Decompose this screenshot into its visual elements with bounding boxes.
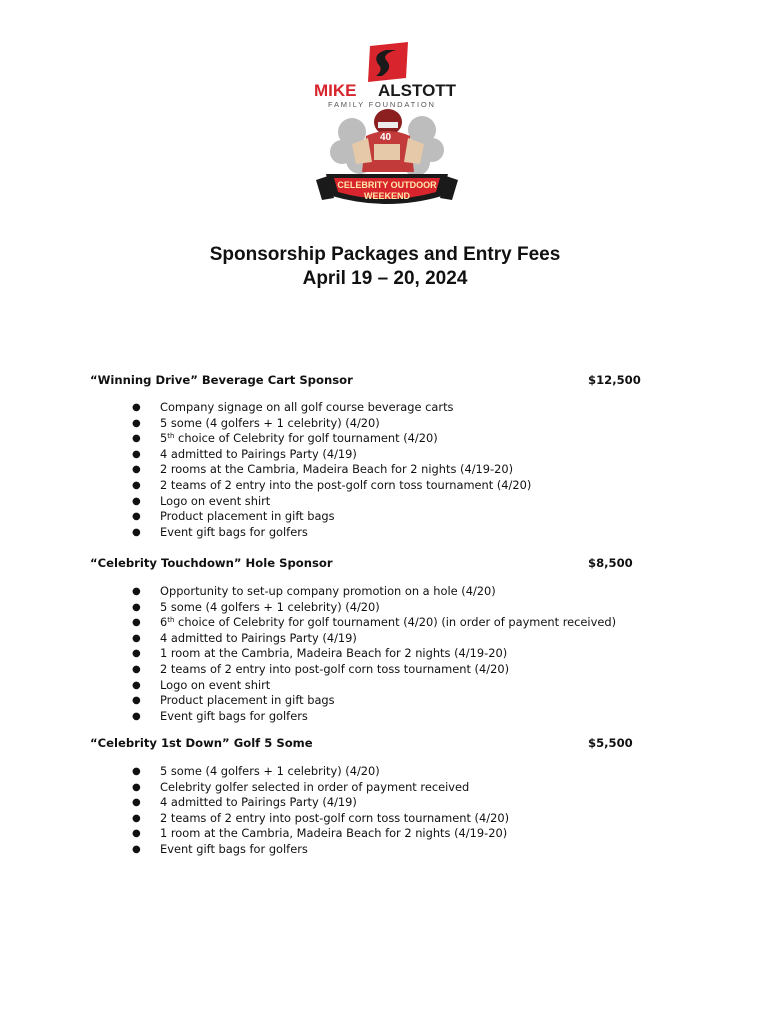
bullet-icon: ● [132,586,141,597]
logo-wordmark-left: MIKE [314,81,357,100]
emblem-icon [368,42,408,82]
package-price: $8,500 [588,556,633,570]
banner-line-1: CELEBRITY OUTDOOR [337,180,437,190]
package-name: “Celebrity 1st Down” Golf 5 Some [90,736,313,750]
bullet-icon: ● [132,632,141,644]
bullet-icon: ● [132,648,141,660]
logo-wordmark-right: ALSTOTT [378,81,457,100]
bullet-icon: ● [132,402,141,413]
bullet-icon: ● [132,781,141,793]
bullet-icon: ● [132,464,141,476]
logo-subtitle: FAMILY FOUNDATION [328,100,436,109]
package-name: “Celebrity Touchdown” Hole Sponsor [90,556,333,570]
bullet-icon: ● [132,495,141,507]
foundation-logo [312,40,462,218]
package-price: $5,500 [588,736,633,750]
bullet-icon: ● [132,448,141,460]
bullet-icon: ● [132,695,141,707]
player-illustration [352,109,424,172]
package-header-celebrity-1st-down [90,735,650,751]
package-name: “Winning Drive” Beverage Cart Sponsor [90,373,353,387]
bullet-icon: ● [132,663,141,675]
event-dates: April 19 – 20, 2024 [302,268,468,289]
bullet-icon: ● [132,617,141,629]
banner-line-2: WEEKEND [363,191,411,201]
package-header-celebrity-touchdown [90,555,650,571]
logo-graphic [312,40,462,218]
bullet-icon: ● [132,679,141,691]
bullet-icon: ● [132,797,141,809]
bullet-icon: ● [132,417,141,429]
bullet-icon: ● [132,433,141,445]
bullet-icon: ● [132,526,141,538]
bullet-icon: ● [132,766,141,777]
svg-text:40: 40 [380,132,392,143]
bullet-icon: ● [132,843,141,855]
bullet-icon: ● [132,710,141,722]
page-title: Sponsorship Packages and Entry Fees [209,244,561,265]
bullet-icon: ● [132,511,141,523]
bullet-icon: ● [132,828,141,840]
bullet-icon: ● [132,812,141,824]
package-price: $12,500 [588,373,641,387]
bullet-icon: ● [132,601,141,613]
bullet-icon: ● [132,479,141,491]
package-header-winning-drive [90,372,650,388]
